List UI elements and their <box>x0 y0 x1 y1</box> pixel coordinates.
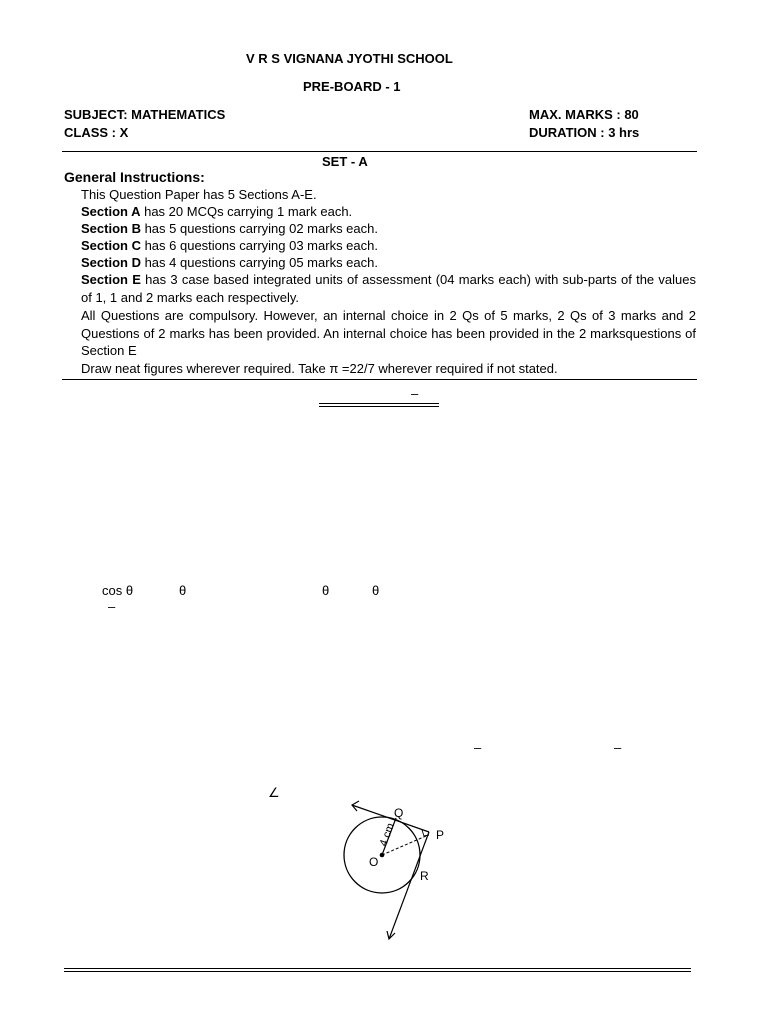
section-label: Section C <box>81 238 141 253</box>
section-label: Section E <box>81 272 141 287</box>
section-label: Section D <box>81 255 141 270</box>
max-marks-label: MAX. MARKS : 80 <box>529 107 639 122</box>
instruction-section-a <box>81 203 352 221</box>
footer-rule-bottom <box>64 971 691 972</box>
section-text: has 20 MCQs carrying 1 mark each. <box>140 204 353 219</box>
section-label: Section B <box>81 221 141 236</box>
instruction-section-e <box>81 271 696 306</box>
set-label: SET - A <box>322 154 368 169</box>
angle-fragment: ∠ <box>268 785 280 800</box>
double-rule-top <box>319 403 439 404</box>
section-label: Section A <box>81 204 141 219</box>
theta-fragment: θ <box>322 583 330 598</box>
exam-title: PRE-BOARD - 1 <box>303 79 401 94</box>
section-text: has 5 questions carrying 02 marks each. <box>140 221 378 236</box>
radius-label: 4 cm <box>377 821 397 849</box>
tangent-pr <box>389 832 429 939</box>
dash-fragment: – <box>614 740 622 755</box>
instruction-figures: Draw neat figures wherever required. Take π =22/7 wherever required if not stated. <box>81 361 558 376</box>
tangent-figure <box>330 795 460 945</box>
dash-fragment: – <box>411 386 419 401</box>
instructions-divider <box>62 379 697 380</box>
dash-fragment: – <box>108 599 116 614</box>
label-p: P <box>436 828 445 842</box>
header-divider <box>62 151 697 152</box>
double-rule-bottom <box>319 406 439 407</box>
instruction-section-c <box>81 237 378 255</box>
class-label: CLASS : X <box>64 125 129 140</box>
footer-rule-top <box>64 968 691 969</box>
section-text: has 6 questions carrying 03 marks each. <box>140 238 378 253</box>
label-r: R <box>420 869 429 883</box>
theta-fragment: θ <box>372 583 380 598</box>
label-o: O <box>369 855 379 869</box>
section-text: has 4 questions carrying 05 marks each. <box>140 255 378 270</box>
instruction-section-d <box>81 254 378 272</box>
instructions-title: General Instructions: <box>64 169 205 185</box>
instruction-compulsory: All Questions are compulsory. However, an internal choice in 2 Qs of 5 marks, 2 Qs of 3 marks and 2 Questions of 2 marks has been provided. An internal choice has been provided in the 2 marksquestions of Section E <box>81 308 696 358</box>
instruction-section-b <box>81 220 378 238</box>
subject-label: SUBJECT: MATHEMATICS <box>64 107 226 122</box>
school-name: V R S VIGNANA JYOTHI SCHOOL <box>246 51 453 66</box>
theta-fragment: θ <box>179 583 187 598</box>
instruction-line: This Question Paper has 5 Sections A-E. <box>81 187 317 202</box>
duration-label: DURATION : 3 hrs <box>529 125 640 140</box>
dash-fragment: – <box>474 740 482 755</box>
cos-theta-fragment: cos θ <box>102 583 134 598</box>
section-text: has 3 case based integrated units of assessment (04 marks each) with sub-parts of the values of 1, 1 and 2 marks each respectively. <box>81 272 696 305</box>
label-q: Q <box>394 806 404 820</box>
